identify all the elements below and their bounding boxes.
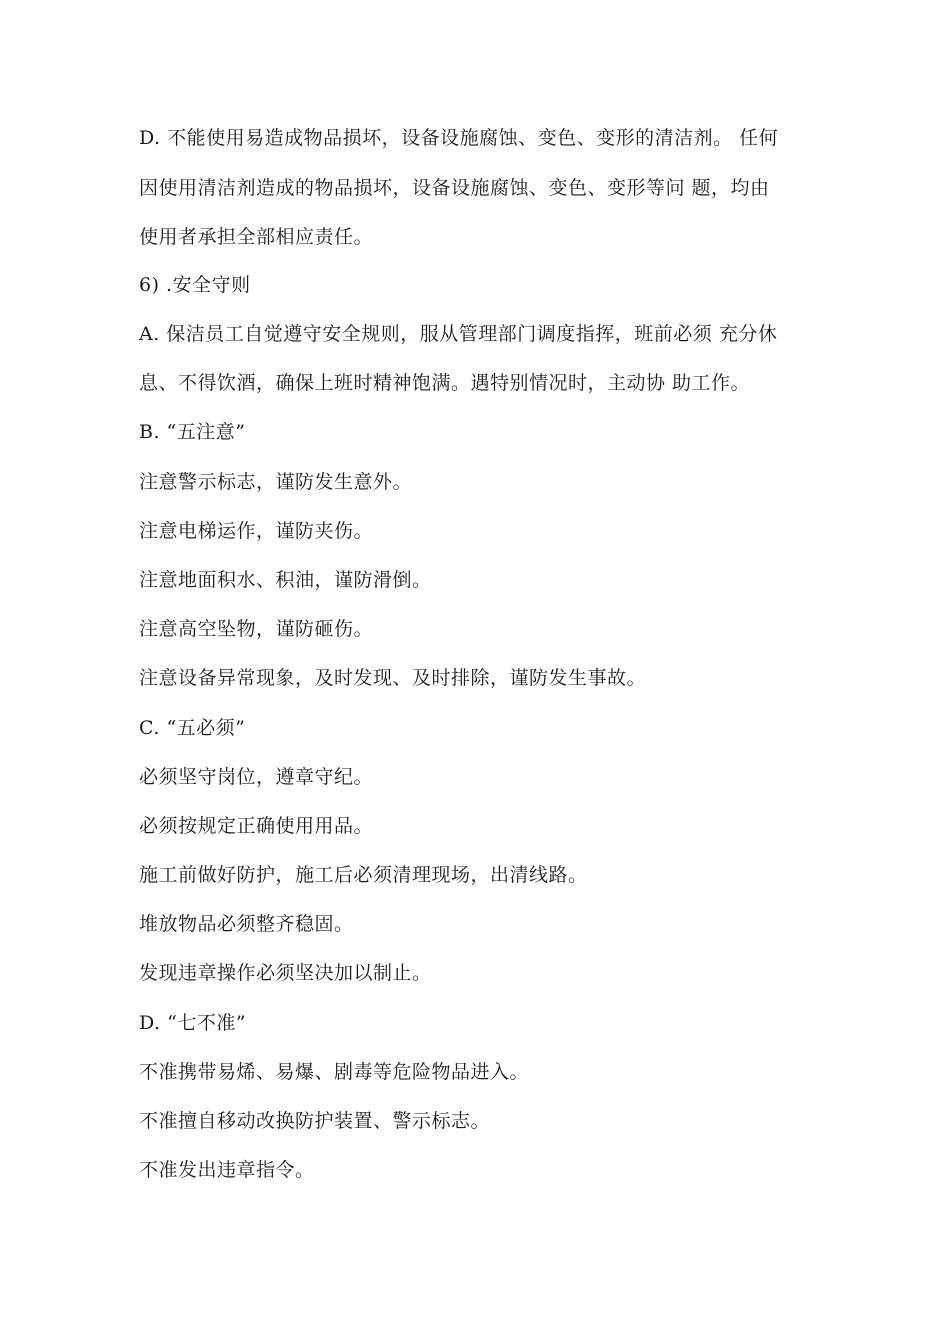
list-item-attention-4: 注意高空坠物，谨防砸伤。 — [139, 618, 374, 640]
list-item-must-3: 施工前做好防护，施工后必须清理现场，出清线路。 — [139, 864, 588, 886]
list-item-must-2: 必须按规定正确使用用品。 — [139, 815, 374, 837]
list-item-must-1: 必须坚守岗位，遵章守纪。 — [139, 766, 374, 788]
list-item-attention-2: 注意电梯运作，谨防夹伤。 — [139, 520, 374, 542]
list-item-attention-1: 注意警示标志，谨防发生意外。 — [139, 471, 413, 493]
subheading-seven-prohibitions: D. “七不准” — [139, 1012, 247, 1034]
paragraph-d-cleaning-agent-line-3: 使用者承担全部相应责任。 — [139, 226, 374, 248]
paragraph-a-safety-line-1: A. 保洁员工自觉遵守安全规则，服从管理部门调度指挥，班前必须 充分休 — [139, 323, 778, 345]
list-item-must-5: 发现违章操作必须坚决加以制止。 — [139, 962, 432, 984]
subheading-five-musts: C. “五必须” — [139, 717, 246, 739]
paragraph-d-cleaning-agent-line-2: 因使用清洁剂造成的物品损坏，设备设施腐蚀、变色、变形等问 题，均由 — [139, 177, 770, 199]
subheading-five-attentions: B. “五注意” — [139, 421, 246, 443]
paragraph-a-safety-line-2: 息、不得饮酒，确保上班时精神饱满。遇特别情况时，主动协 助工作。 — [139, 372, 751, 394]
list-item-prohibition-2: 不准擅自移动改换防护装置、警示标志。 — [139, 1110, 491, 1132]
list-item-attention-5: 注意设备异常现象，及时发现、及时排除，谨防发生事故。 — [139, 667, 647, 689]
list-item-prohibition-3: 不准发出违章指令。 — [139, 1159, 315, 1181]
list-item-prohibition-1: 不准携带易烯、易爆、剧毒等危险物品进入。 — [139, 1061, 530, 1083]
list-item-attention-3: 注意地面积水、积油，谨防滑倒。 — [139, 569, 432, 591]
list-item-must-4: 堆放物品必须整齐稳固。 — [139, 913, 354, 935]
paragraph-d-cleaning-agent-line-1: D. 不能使用易造成物品损坏，设备设施腐蚀、变色、变形的清洁剂。 任何 — [139, 127, 779, 149]
section-heading-safety-rules: 6) .安全守则 — [139, 274, 251, 296]
